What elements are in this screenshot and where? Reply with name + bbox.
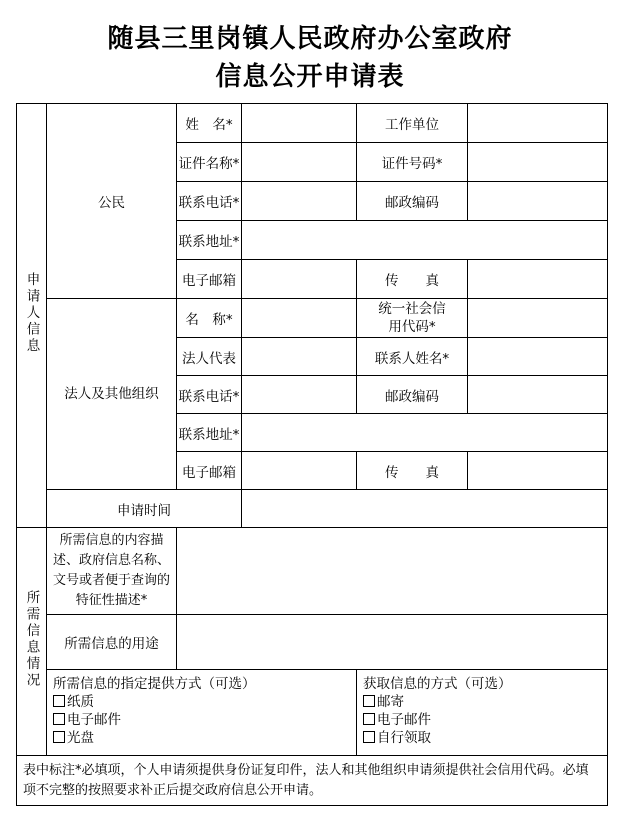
checkbox[interactable]	[363, 695, 375, 707]
obtain-option-email[interactable]	[363, 711, 601, 729]
description-text: 所需信息的内容描述、政府信息名称、文号或者便于查询的特征性描述*	[52, 533, 170, 608]
option-label: 纸质	[67, 694, 94, 710]
purpose-label: 所需信息的用途	[47, 615, 177, 670]
org-name-field[interactable]	[242, 299, 357, 338]
applicant-info-label: 申请人信息	[23, 272, 40, 355]
checkbox[interactable]	[363, 713, 375, 725]
citizen-work-unit-label: 工作单位	[357, 104, 468, 143]
apply-time-field[interactable]	[242, 490, 608, 528]
applicant-info-section	[17, 104, 47, 528]
org-phone-field[interactable]	[242, 376, 357, 414]
org-legal-rep-label: 法人代表	[177, 338, 242, 376]
purpose-field[interactable]	[177, 615, 608, 670]
citizen-id-type-label: 证件名称*	[177, 143, 242, 182]
citizen-address-label: 联系地址*	[177, 221, 242, 260]
organization-label-text: 法人及其他组织	[64, 386, 159, 402]
org-credit-code-label	[357, 299, 468, 338]
org-postcode-label: 邮政编码	[357, 376, 468, 414]
checkbox[interactable]	[363, 731, 375, 743]
obtain-heading: 获取信息的方式（可选）	[363, 676, 512, 692]
checkbox[interactable]	[53, 695, 65, 707]
obtain-option-mail[interactable]	[363, 693, 601, 711]
option-label: 自行领取	[377, 730, 431, 746]
footer-note: 表中标注*必填项，个人申请须提供身份证复印件，法人和其他组织申请须提供社会信用代码。必填项不完整的按照要求补正后提交政府信息公开申请。	[17, 756, 608, 806]
option-label: 电子邮件	[67, 712, 121, 728]
provision-options-cell	[47, 670, 357, 756]
option-label: 邮寄	[377, 694, 404, 710]
org-contact-name-label: 联系人姓名*	[357, 338, 468, 376]
citizen-fax-field[interactable]	[468, 260, 608, 299]
form-title-line2: 信息公开申请表	[215, 62, 405, 92]
org-credit-code-text: 统一社会信用代码*	[378, 301, 446, 335]
checkbox[interactable]	[53, 731, 65, 743]
citizen-work-unit-field[interactable]	[468, 104, 608, 143]
org-name-label: 名 称*	[177, 299, 242, 338]
description-label	[47, 528, 177, 615]
provision-option-email[interactable]	[53, 711, 350, 729]
citizen-phone-field[interactable]	[242, 182, 357, 221]
org-email-field[interactable]	[242, 452, 357, 490]
description-field[interactable]	[177, 528, 608, 615]
option-label: 光盘	[67, 730, 94, 746]
obtain-options-cell	[357, 670, 608, 756]
citizen-name-label: 姓 名*	[177, 104, 242, 143]
provision-heading: 所需信息的指定提供方式（可选）	[53, 676, 256, 692]
citizen-address-field[interactable]	[242, 221, 608, 260]
org-postcode-field[interactable]	[468, 376, 608, 414]
provision-option-paper[interactable]	[53, 693, 350, 711]
citizen-phone-label: 联系电话*	[177, 182, 242, 221]
provision-option-disc[interactable]	[53, 729, 350, 747]
form-title-line1: 随县三里岗镇人民政府办公室政府	[107, 24, 513, 54]
info-needed-label: 所需信息情况	[23, 590, 40, 689]
citizen-name-field[interactable]	[242, 104, 357, 143]
org-credit-code-field[interactable]	[468, 299, 608, 338]
apply-time-label: 申请时间	[47, 490, 242, 528]
citizen-fax-label: 传 真	[357, 260, 468, 299]
organization-group-label	[47, 299, 177, 490]
info-needed-section	[17, 528, 47, 756]
citizen-email-field[interactable]	[242, 260, 357, 299]
org-address-field[interactable]	[242, 414, 608, 452]
citizen-group-label: 公民	[47, 104, 177, 299]
option-label: 电子邮件	[377, 712, 431, 728]
org-email-label: 电子邮箱	[177, 452, 242, 490]
citizen-id-number-field[interactable]	[468, 143, 608, 182]
org-fax-label: 传 真	[357, 452, 468, 490]
citizen-postcode-label: 邮政编码	[357, 182, 468, 221]
citizen-id-type-field[interactable]	[242, 143, 357, 182]
org-phone-label: 联系电话*	[177, 376, 242, 414]
org-legal-rep-field[interactable]	[242, 338, 357, 376]
checkbox[interactable]	[53, 713, 65, 725]
citizen-email-label: 电子邮箱	[177, 260, 242, 299]
org-fax-field[interactable]	[468, 452, 608, 490]
org-address-label: 联系地址*	[177, 414, 242, 452]
citizen-id-number-label: 证件号码*	[357, 143, 468, 182]
application-form-table	[16, 103, 608, 806]
citizen-postcode-field[interactable]	[468, 182, 608, 221]
org-contact-name-field[interactable]	[468, 338, 608, 376]
obtain-option-pickup[interactable]	[363, 729, 601, 747]
